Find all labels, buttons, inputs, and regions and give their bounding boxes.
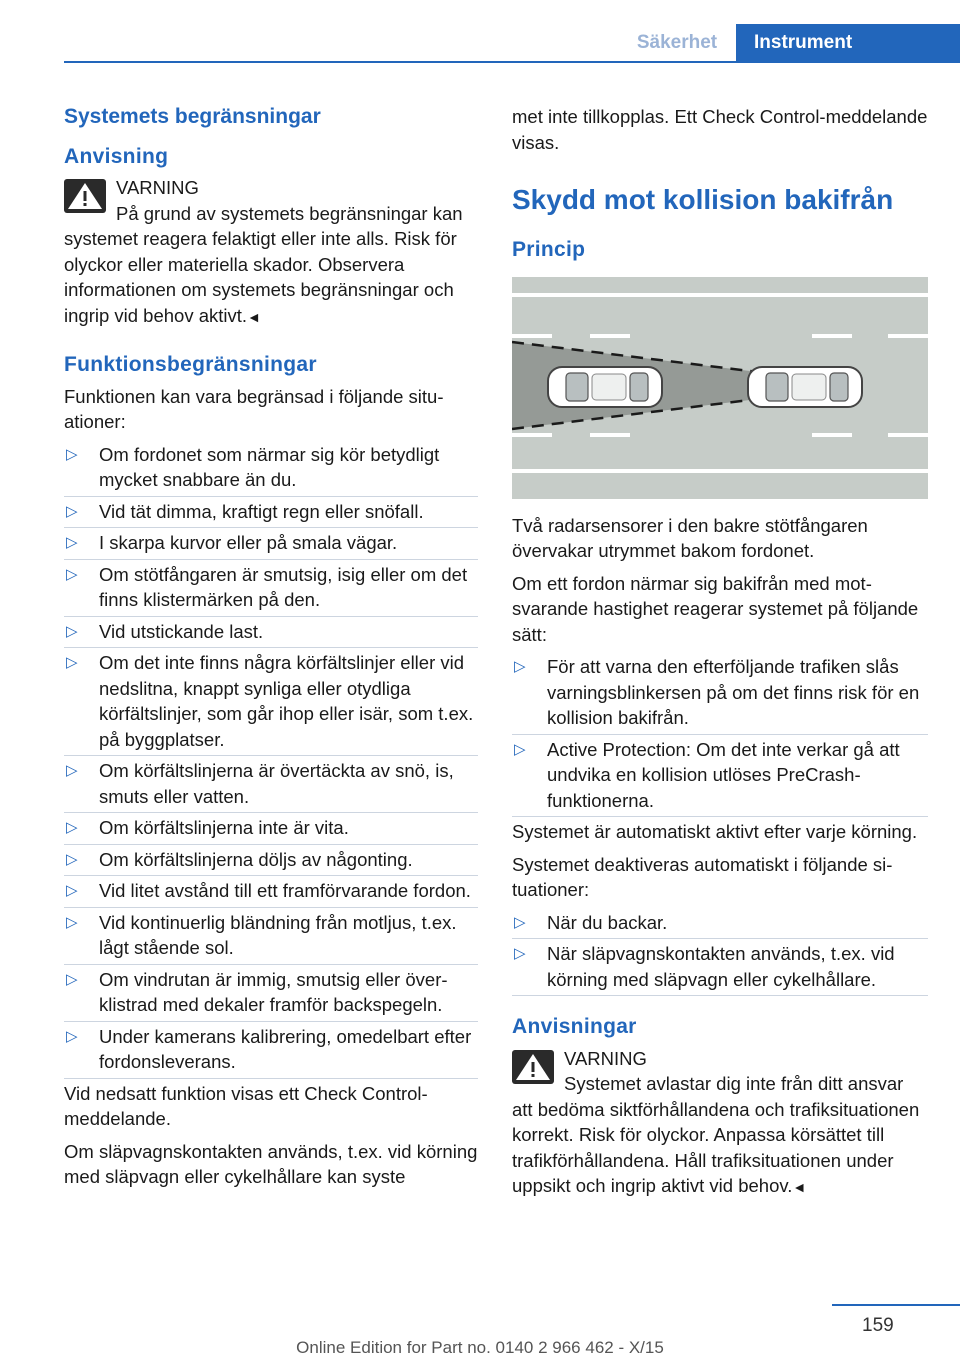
bullet-triangle-icon: ▷	[66, 445, 78, 463]
list-item	[64, 650, 478, 752]
bullet-triangle-icon: ▷	[66, 913, 78, 931]
header-rule	[64, 61, 960, 63]
section-title-rear-collision: Skydd mot kollision bakifrån	[512, 184, 894, 215]
list-item-text: Om stötfångaren är smutsig, isig eller om det finns klistermärken på den.	[99, 563, 468, 610]
page-number: 159	[862, 1315, 894, 1336]
warning-box	[64, 175, 478, 330]
limits-heading: Funktionsbegränsningar	[64, 353, 317, 376]
bullet-triangle-icon: ▷	[514, 658, 526, 675]
list-item-text: Active Protection: Om det inte verkar gå att undvika en kollision utlöses PreCrash-funktionerna.	[547, 738, 900, 811]
warning-triangle-icon	[512, 1050, 554, 1084]
sensor-text: Två radarsensorer i den bakre stötfångaren övervakar utrymmet bakom fordonet.	[512, 514, 868, 561]
end-mark: ◄	[792, 1179, 807, 1195]
bullet-triangle-icon: ▷	[66, 970, 78, 988]
list-item	[64, 758, 478, 809]
tab-safety[interactable]: Säkerhet	[636, 32, 718, 53]
page-header	[0, 0, 960, 62]
list-item-text: Om vindrutan är immig, smutsig eller överklistrad med dekaler framför backspegeln.	[99, 968, 448, 1015]
edition-footer: Online Edition for Part no. 0140 2 966 462 - X/15	[296, 1338, 664, 1357]
list-item-text: När du backar.	[547, 911, 668, 933]
right-column	[512, 104, 928, 1208]
list-item-text: Vid litet avstånd till ett framförvarande fordon.	[99, 880, 471, 901]
list-item-text: Om fordonet som närmar sig kör betydligt mycket snabbare än du.	[99, 443, 440, 490]
rear-collision-diagram	[512, 277, 928, 499]
bullet-triangle-icon: ▷	[66, 565, 78, 583]
list-item-text: I skarpa kurvor eller på smala vägar.	[99, 532, 398, 553]
limits-intro: Funktionen kan vara begränsad i följande situationer:	[64, 385, 444, 432]
bullet-triangle-icon: ▷	[66, 882, 78, 899]
warning-triangle-icon	[64, 179, 106, 213]
bullet-triangle-icon: ▷	[66, 654, 78, 671]
list-item	[64, 530, 478, 556]
end-mark: ◄	[247, 308, 261, 325]
bullet-triangle-icon: ▷	[66, 762, 78, 779]
bullet-triangle-icon: ▷	[514, 913, 526, 931]
limits-list	[64, 442, 478, 1075]
notice-heading: Anvisning	[64, 144, 169, 168]
notes-heading: Anvisningar	[512, 1015, 637, 1038]
list-item	[64, 815, 478, 841]
list-item	[64, 499, 478, 525]
rear-car	[548, 367, 662, 407]
reaction-list	[512, 654, 928, 813]
active-text: Systemet är automatiskt aktivt efter varje körning.	[512, 821, 918, 842]
warning-title: VARNING	[116, 177, 199, 198]
list-item	[64, 910, 478, 961]
tab-instrument[interactable]: Instrument	[736, 24, 960, 62]
list-item	[512, 941, 928, 992]
principle-heading: Princip	[512, 238, 586, 261]
approach-text: Om ett fordon närmar sig bakifrån med motsvarande hastighet reagerar systemet på följande sätt:	[512, 572, 919, 645]
footer-rule	[832, 1304, 960, 1306]
list-item	[512, 737, 928, 814]
left-column	[64, 100, 478, 1197]
list-item-text: Under kamerans kalibrering, omedelbart efter fordonsleverans.	[99, 1025, 472, 1072]
bullet-triangle-icon: ▷	[66, 622, 78, 640]
trailer-text: Om släpvagnskontakten används, t.ex. vid körning med släpvagn eller cykelhållare kan syste	[64, 1140, 478, 1187]
trailer-text-continued: met inte tillkopplas. Ett Check Control-meddelande visas.	[512, 106, 928, 153]
list-item-text: Vid tät dimma, kraftigt regn eller snöfall.	[99, 500, 424, 522]
bullet-triangle-icon: ▷	[66, 534, 78, 551]
list-item	[64, 619, 478, 645]
bullet-triangle-icon: ▷	[514, 740, 526, 758]
front-car	[748, 367, 862, 407]
list-item	[64, 878, 478, 904]
deactivation-list	[512, 910, 928, 993]
bullet-triangle-icon: ▷	[66, 502, 78, 520]
list-item	[64, 442, 478, 493]
list-item	[64, 847, 478, 873]
list-item-text: Om körfältslinjerna döljs av någonting.	[99, 848, 413, 870]
list-item	[64, 562, 478, 613]
warning-text: Systemet avlastar dig inte från ditt ansvar att bedöma siktförhållandena och trafiksituationen korrekt. Risk för olyckor. Anpassa körsättet till trafikförhållandena. Håll trafiksituationen under uppsikt och ingrip aktivt vid behov.	[512, 1073, 920, 1196]
bullet-triangle-icon: ▷	[66, 1027, 78, 1045]
list-item-text: För att varna den efterföljande trafiken slås varningsblinkersen på om det finns risk för en kollision bakifrån.	[547, 656, 920, 728]
list-item	[64, 967, 478, 1018]
diagram-illustration	[512, 277, 928, 499]
warning-text: På grund av systemets begränsningar kan systemet reagera felaktigt eller inte alls. Risk för olyckor eller materiella skador. Observera informationen om systemets begränsningar och ingrip vid behov aktivt.	[64, 202, 463, 326]
section-title: Systemets begränsningar	[64, 105, 321, 128]
list-item-text: Vid utstickande last.	[99, 620, 264, 642]
list-item-text: Vid kontinuerlig bländning från motljus, t.ex. lågt stående sol.	[99, 911, 457, 958]
list-item-text: När släpvagnskontakten används, t.ex. vid körning med släpvagn eller cykelhållare.	[547, 943, 895, 990]
list-item-text: Om körfältslinjerna är övertäckta av snö, is, smuts eller vatten.	[99, 760, 454, 807]
bullet-triangle-icon: ▷	[66, 819, 78, 836]
reduced-function-text: Vid nedsatt funktion visas ett Check Control-meddelande.	[64, 1082, 428, 1129]
bullet-triangle-icon: ▷	[514, 945, 526, 962]
list-item-text: Om körfältslinjerna inte är vita.	[99, 817, 349, 838]
list-item	[512, 910, 928, 936]
list-item-text: Om det inte finns några körfältslinjer eller vid nedslitna, knappt synliga eller otydliga körfältslinjer, som går ihop eller isär, som t.ex. på byggplatser.	[99, 652, 474, 750]
list-item	[64, 1024, 478, 1075]
list-item	[512, 654, 928, 731]
warning-box-notes	[512, 1046, 928, 1201]
deactivated-text: Systemet deaktiveras automatiskt i följande situationer:	[512, 853, 893, 900]
warning-title: VARNING	[564, 1047, 647, 1069]
bullet-triangle-icon: ▷	[66, 850, 78, 868]
